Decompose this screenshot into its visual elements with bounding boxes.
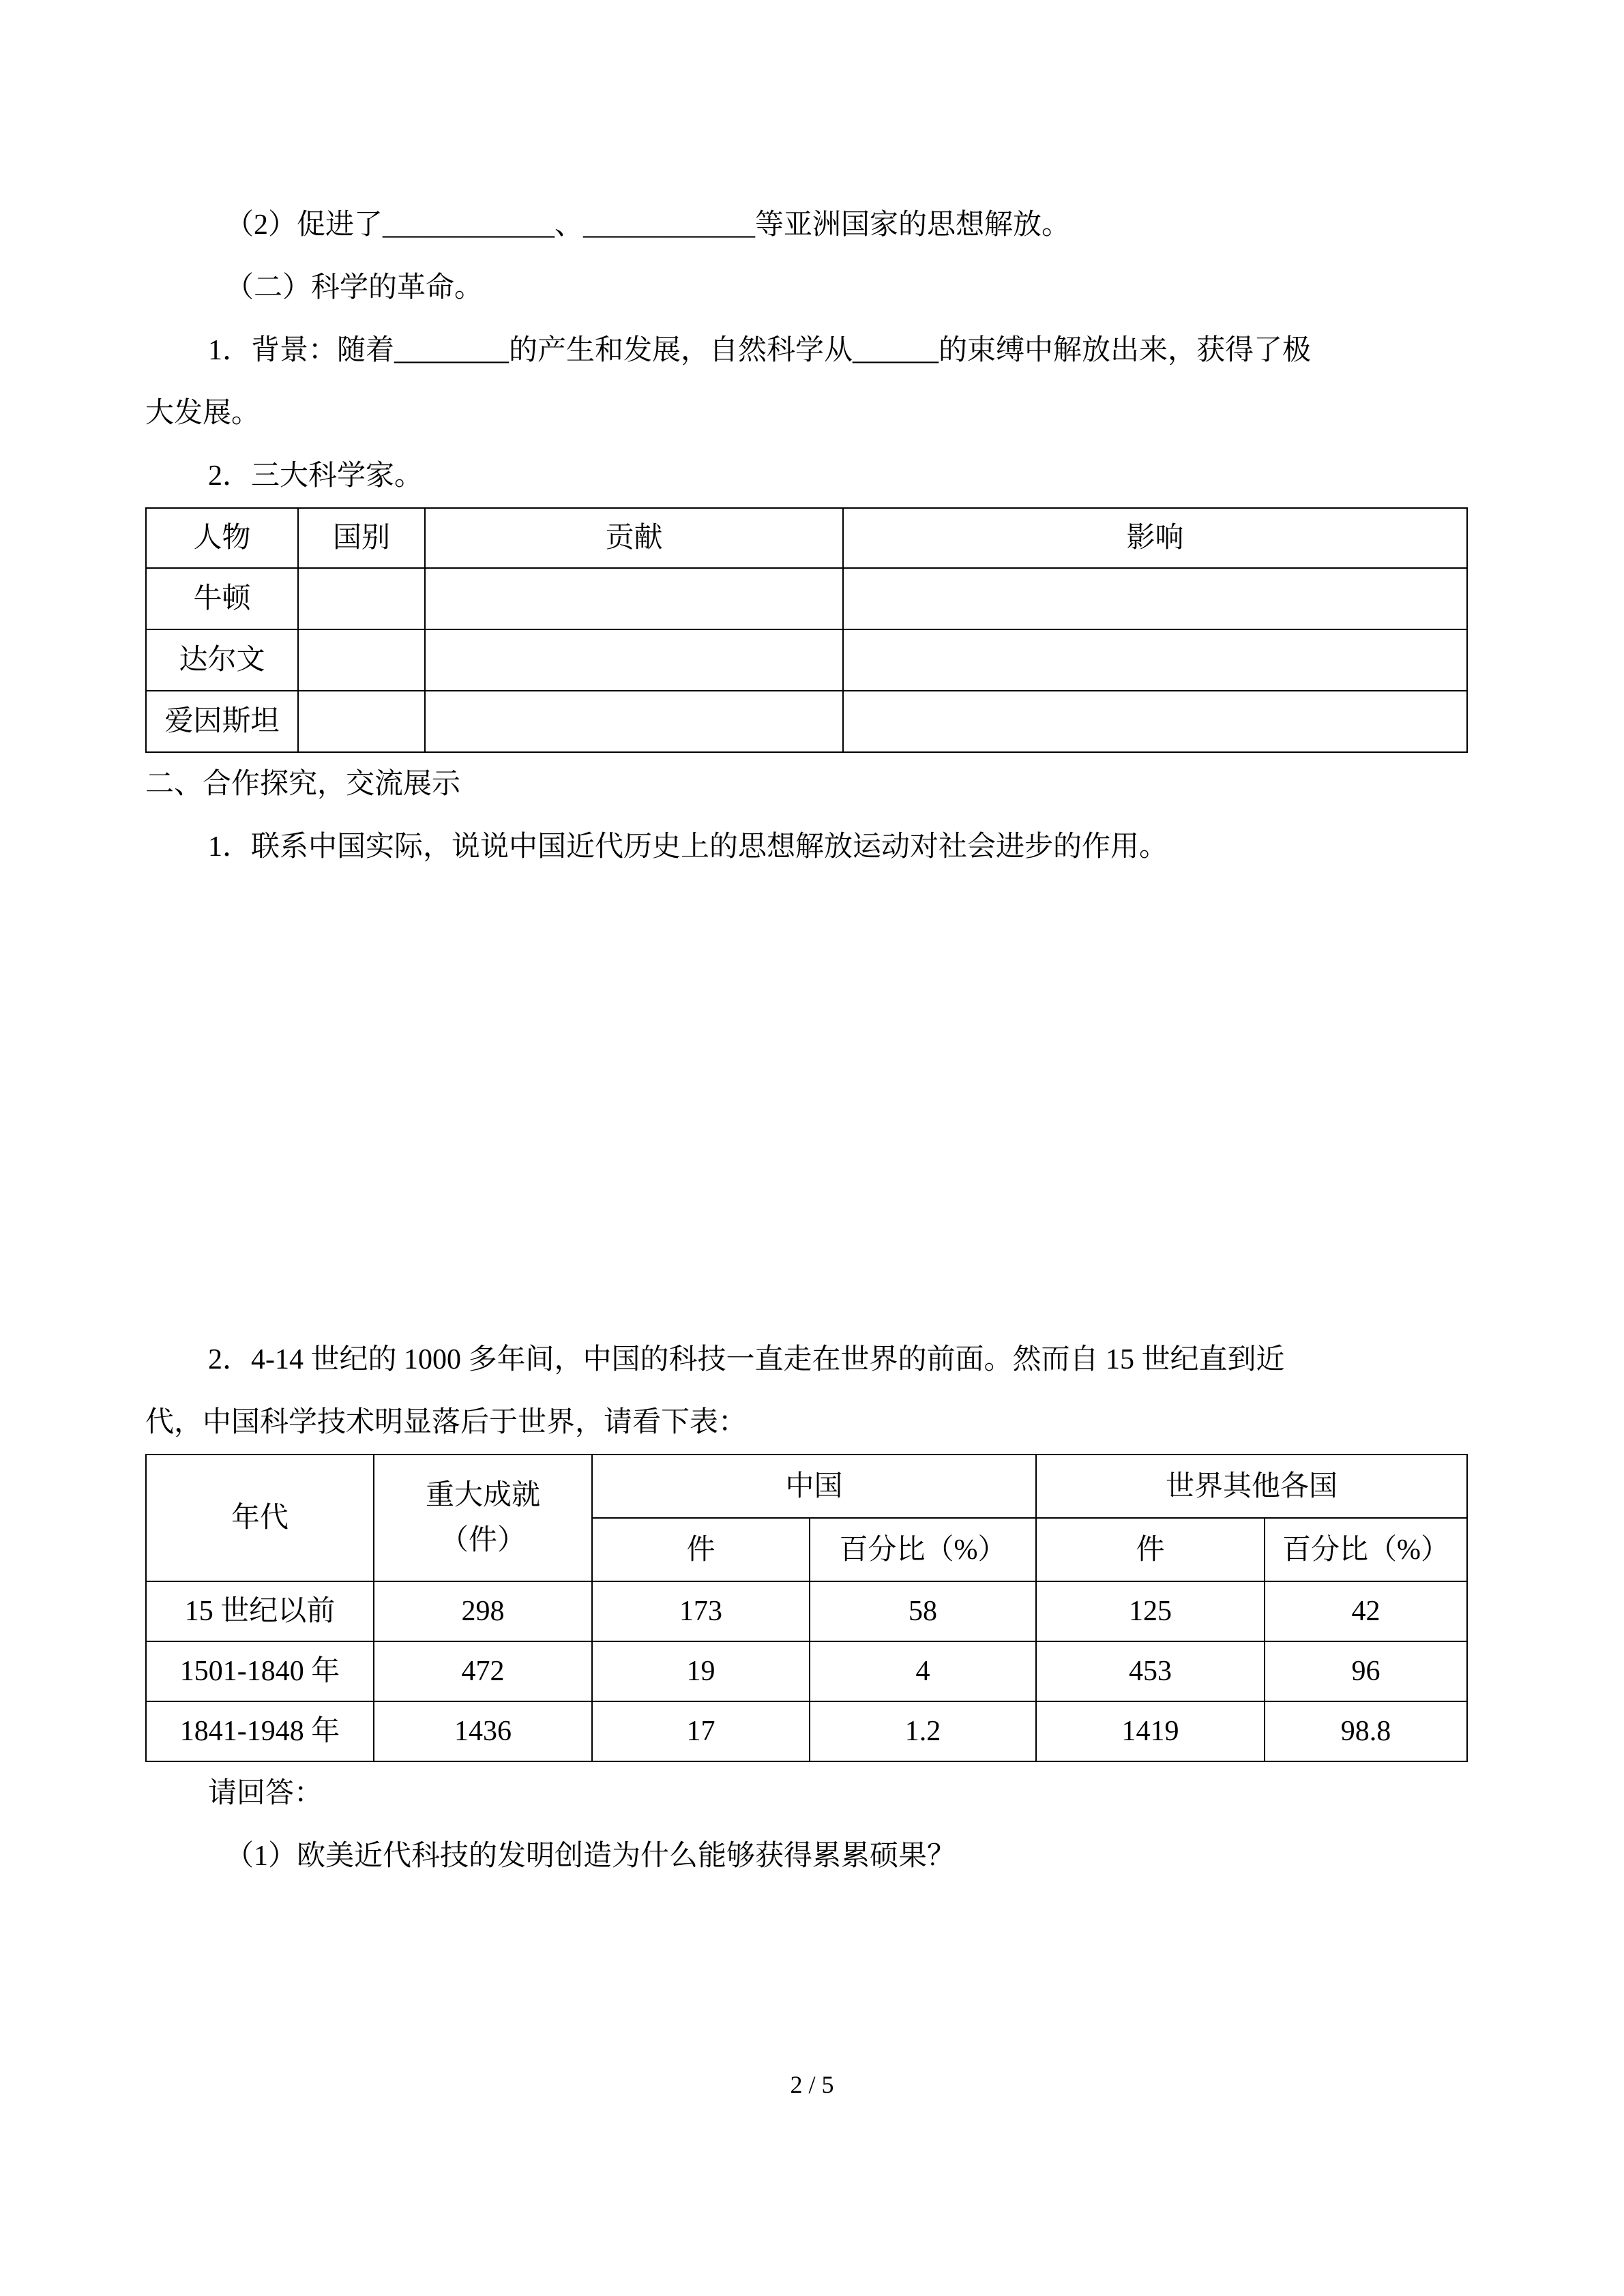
tech-world-count-cell: 125 (1036, 1581, 1265, 1641)
scientists-header-contribution: 贡献 (425, 508, 843, 568)
scientists-header-person: 人物 (146, 508, 298, 568)
table-row (146, 568, 1467, 629)
tech-major-cell: 472 (374, 1641, 592, 1701)
question-2-sub1: （1）欧美近代科技的发明创造为什么能够获得累累硕果？ (225, 1840, 956, 1872)
tech-year-cell: 1841-1948 年 (146, 1701, 374, 1761)
table-row (146, 691, 1467, 752)
table-row (146, 1701, 1467, 1761)
paragraph-science-revolution-heading: （二）科学的革命。 (225, 272, 484, 303)
paragraph-promote-blanks: （2）促进了____________、____________等亚洲国家的思想解放。 (225, 209, 1071, 241)
tech-comparison-table (145, 1454, 1468, 1762)
question-2-line2: 代，中国科学技术明显落后于世界，请看下表： (145, 1407, 748, 1438)
tech-world-count-cell: 1419 (1036, 1701, 1265, 1761)
tech-major-cell: 298 (374, 1581, 592, 1641)
answer-prompt: 请回答： (208, 1778, 323, 1809)
answer-blank-space (145, 878, 1466, 1328)
tech-header-world-percent: 百分比（%） (1265, 1518, 1467, 1581)
tech-header-major-achievements (374, 1455, 592, 1581)
tech-world-count-cell: 453 (1036, 1641, 1265, 1701)
scientist-country-cell (298, 568, 425, 629)
paragraph-three-scientists: 2．三大科学家。 (208, 460, 424, 492)
scientist-contribution-cell (425, 568, 843, 629)
tech-year-cell: 1501-1840 年 (146, 1641, 374, 1701)
scientists-header-influence: 影响 (843, 508, 1467, 568)
paragraph-background-line2: 大发展。 (145, 398, 261, 429)
tech-china-pct-cell: 58 (810, 1581, 1036, 1641)
tech-header-world-count: 件 (1036, 1518, 1265, 1581)
scientist-name-cell: 达尔文 (146, 629, 298, 691)
tech-china-count-cell: 19 (592, 1641, 810, 1701)
tech-china-count-cell: 173 (592, 1581, 810, 1641)
tech-header-year: 年代 (146, 1455, 374, 1581)
tech-china-pct-cell: 4 (810, 1641, 1036, 1701)
section2-title: 二、合作探究，交流展示 (145, 769, 461, 800)
tech-table-header-row-1 (146, 1455, 1467, 1518)
table-row (146, 1581, 1467, 1641)
scientist-contribution-cell (425, 691, 843, 752)
scientist-country-cell (298, 691, 425, 752)
scientist-influence-cell (843, 629, 1467, 691)
scientist-name-cell: 爱因斯坦 (146, 691, 298, 752)
scientist-name-cell: 牛顿 (146, 568, 298, 629)
tech-header-china-percent: 百分比（%） (810, 1518, 1036, 1581)
scientist-influence-cell (843, 568, 1467, 629)
question-1: 1．联系中国实际，说说中国近代历史上的思想解放运动对社会进步的作用。 (208, 831, 1168, 863)
scientist-country-cell (298, 629, 425, 691)
tech-header-major-line1: 重大成就 (425, 1480, 540, 1511)
tech-year-cell: 15 世纪以前 (146, 1581, 374, 1641)
question-2-line1: 2．4-14 世纪的 1000 多年间，中国的科技一直走在世界的前面。然而自 15 世纪直到近 (208, 1344, 1285, 1375)
tech-china-pct-cell: 1.2 (810, 1701, 1036, 1761)
table-row (146, 1641, 1467, 1701)
tech-world-pct-cell: 98.8 (1265, 1701, 1467, 1761)
scientist-influence-cell (843, 691, 1467, 752)
scientists-header-country: 国别 (298, 508, 425, 568)
tech-china-count-cell: 17 (592, 1701, 810, 1761)
tech-header-china-count: 件 (592, 1518, 810, 1581)
page-number: 2 / 5 (790, 2071, 834, 2098)
paragraph-background-line1: 1．背景：随着________的产生和发展，自然科学从______的束缚中解放出来，获得了极 (208, 335, 1312, 366)
tech-header-world: 世界其他各国 (1036, 1455, 1467, 1518)
tech-header-major-line2: （件） (439, 1525, 526, 1556)
scientists-table (145, 507, 1468, 753)
tech-major-cell: 1436 (374, 1701, 592, 1761)
tech-header-china: 中国 (592, 1455, 1036, 1518)
tech-world-pct-cell: 96 (1265, 1641, 1467, 1701)
scientist-contribution-cell (425, 629, 843, 691)
table-row (146, 629, 1467, 691)
tech-world-pct-cell: 42 (1265, 1581, 1467, 1641)
scientists-table-header-row (146, 508, 1467, 568)
